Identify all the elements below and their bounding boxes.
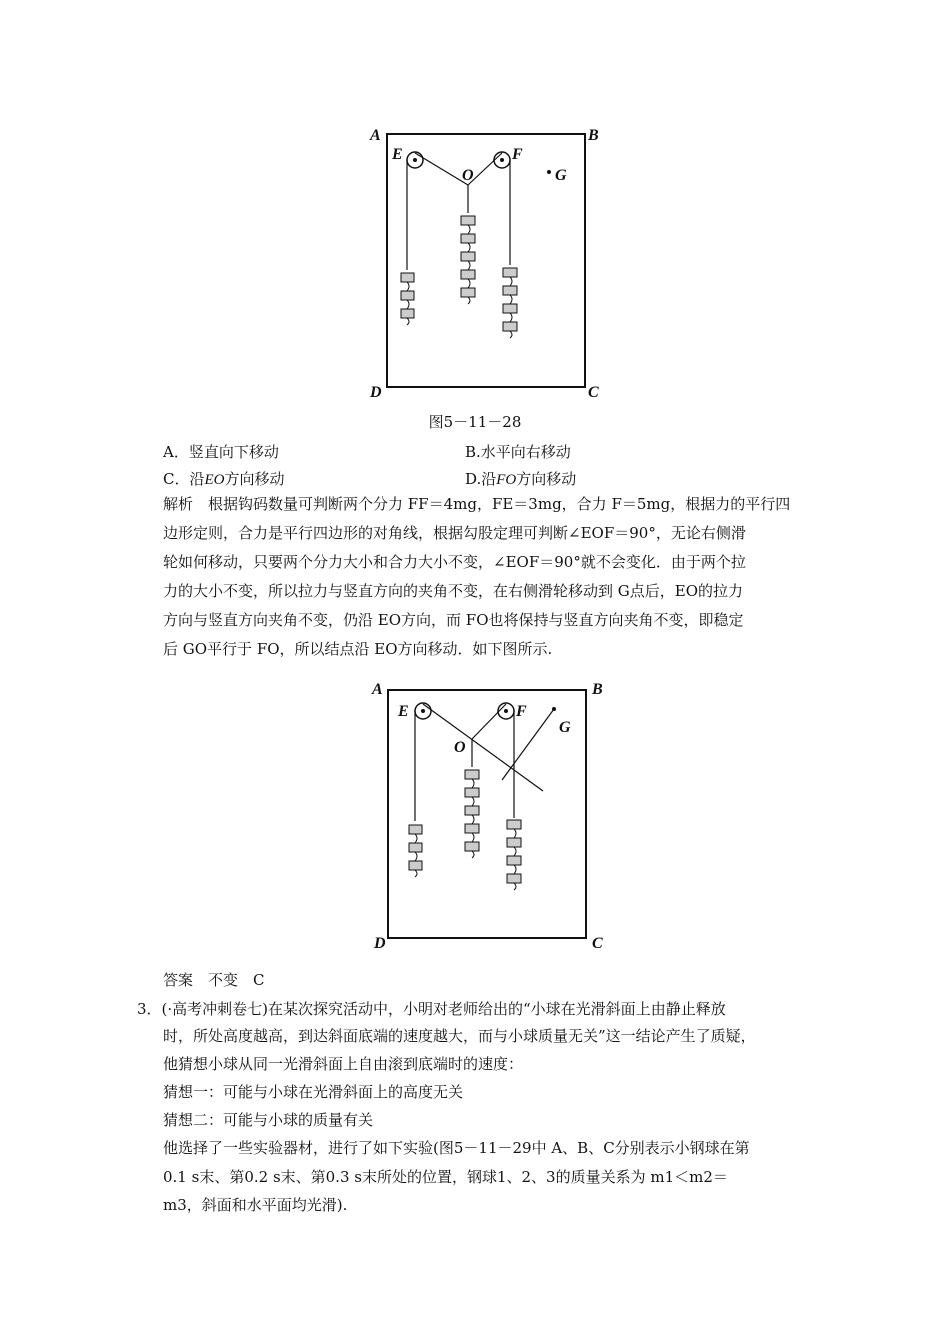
option-a: A．竖直向下移动: [163, 443, 279, 461]
label-B: B: [588, 127, 599, 144]
answer: 答案 不变 C: [163, 971, 265, 989]
label-A: A: [370, 127, 381, 144]
option-c-suffix: 方向移动: [224, 470, 285, 488]
option-c-var: EO: [204, 472, 225, 488]
figure-1-diagram: [360, 120, 610, 405]
label-O: O: [462, 167, 474, 184]
analysis-line-2: 边形定则，合力是平行四边形的对角线，根据勾股定理可判断∠EOF＝90°，无论右侧滑: [163, 524, 746, 542]
analysis-line-3: 轮如何移动，只要两个分力大小和合力大小不变，∠EOF＝90°就不会变化．由于两个拉: [163, 553, 746, 571]
option-d-suffix: 方向移动: [516, 470, 577, 488]
label2-B: B: [592, 681, 603, 698]
figure-caption: 图5－11－28: [428, 413, 522, 431]
figure-2-diagram: [360, 676, 610, 954]
option-c: [163, 468, 285, 489]
question3-line-5: 猜想二：可能与小球的质量有关: [163, 1111, 374, 1129]
analysis-line-4: 力的大小不变，所以拉力与竖直方向的夹角不变，在右侧滑轮移动到 G点后，EO的拉力: [163, 582, 744, 600]
option-c-prefix: C．沿: [163, 470, 205, 488]
option-b: B.水平向右移动: [465, 443, 571, 461]
figure-solution: [360, 676, 610, 954]
option-d-var: FO: [496, 472, 517, 488]
label-D: D: [370, 384, 382, 401]
analysis-line-6: 后 GO平行于 FO，所以结点沿 EO方向移动．如下图所示.: [163, 640, 553, 658]
label-F: F: [512, 146, 523, 163]
option-d-prefix: D.沿: [465, 470, 497, 488]
label2-D: D: [374, 935, 386, 952]
label2-E: E: [398, 703, 409, 720]
label2-A: A: [372, 681, 383, 698]
label2-F: F: [516, 703, 527, 720]
question3-line-3: 他猜想小球从同一光滑斜面上自由滚到底端时的速度：: [163, 1055, 524, 1073]
label2-C: C: [592, 935, 603, 952]
label-G: G: [555, 167, 567, 184]
question3-line-2: 时，所处高度越高，到达斜面底端的速度越大，而与小球质量无关”这一结论产生了质疑，: [163, 1027, 756, 1045]
label-C: C: [588, 384, 599, 401]
question3-line-6: 他选择了一些实验器材，进行了如下实验(图5－11－29中 A、B、C分别表示小钢球在第: [163, 1139, 750, 1157]
analysis-line-5: 方向与竖直方向夹角不变，仍沿 EO方向，而 FO也将保持与竖直方向夹角不变，即稳定: [163, 611, 744, 629]
question3-line-7: 0.1 s末、第0.2 s末、第0.3 s末所处的位置，钢球1、2、3的质量关系为 m1＜m2＝: [163, 1168, 728, 1186]
question3-line-1: 3．(·高考冲刺卷七)在某次探究活动中，小明对老师给出的“小球在光滑斜面上由静止释放: [137, 1000, 726, 1018]
option-d: [465, 468, 576, 489]
label2-O: O: [454, 739, 466, 756]
label2-G: G: [559, 719, 571, 736]
figure-pulley-setup: [360, 120, 610, 405]
label-E: E: [392, 146, 403, 163]
question3-line-4: 猜想一：可能与小球在光滑斜面上的高度无关: [163, 1083, 464, 1101]
analysis-line-1: 解析 根据钩码数量可判断两个分力 FF＝4mg，FE＝3mg，合力 F＝5mg，根据力的平行四: [163, 495, 791, 513]
question3-line-8: m3，斜面和水平面均光滑).: [163, 1196, 348, 1214]
